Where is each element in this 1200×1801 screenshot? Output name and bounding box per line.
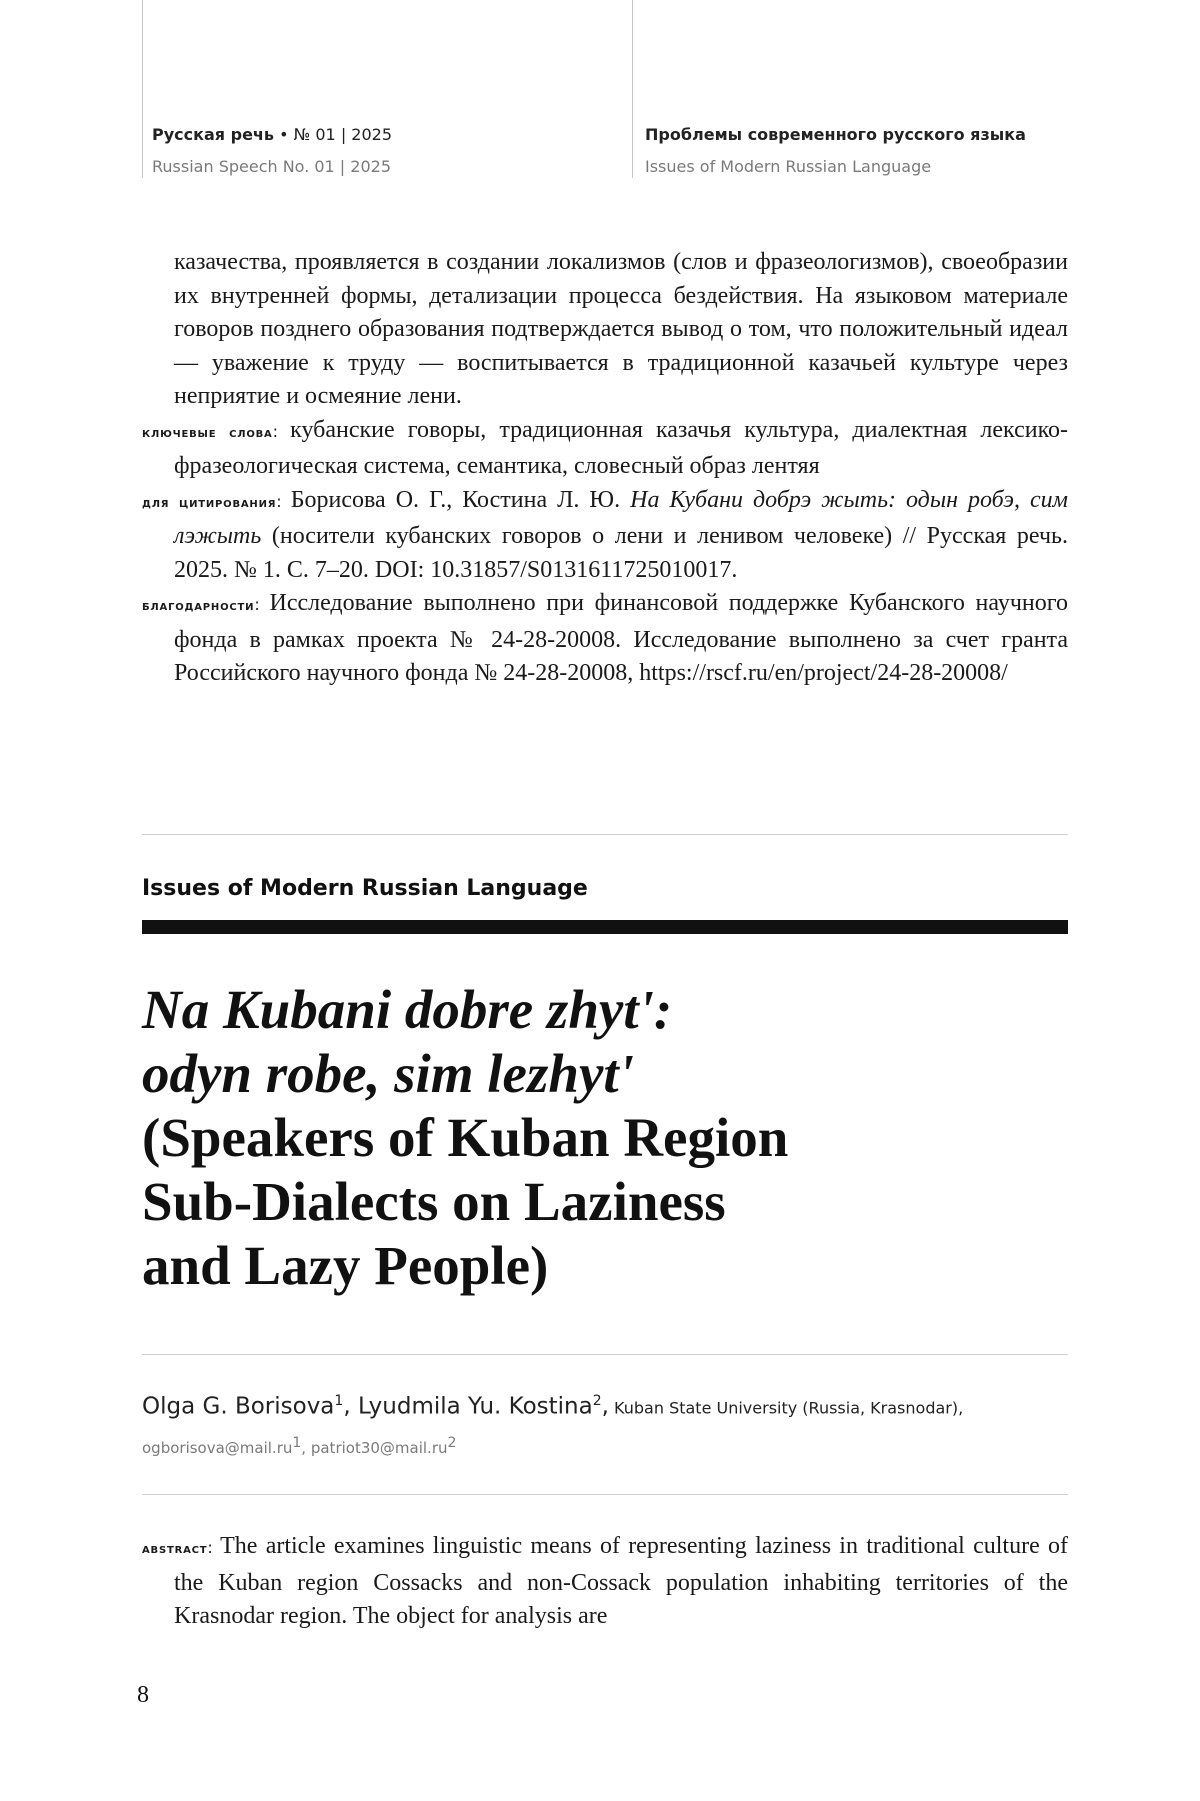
abstract-en-block xyxy=(142,1530,1068,1634)
journal-title-ru xyxy=(152,122,392,148)
email-2[interactable]: patriot30@mail.ru xyxy=(310,1438,448,1457)
title-line-3: (Speakers of Kuban Region xyxy=(142,1107,789,1168)
citation-title: На Кубани добрэ жыть: одын робэ, сим лэжыть xyxy=(174,486,1068,549)
acknowledgements-text: Исследование выполнено при финансовой поддержке Кубанского научного фонда в рамках проекта № 24-28-20008. Исследование выполнено за счет гранта Российского научного фонда № 24-28-20008, https://rscf.ru/en/project/24-28-20008/ xyxy=(174,590,1068,686)
author-1-sup: 1 xyxy=(334,1393,344,1409)
article-title-en xyxy=(142,978,1042,1298)
citation-ru: для цитирования: Борисова О. Г., Костина Л. Ю. На Кубани добрэ жыть: одын робэ, сим лэжыть (носители кубанских говоров о лени и ленивом человеке) // Русская речь. 2025. № 1. С. 7–20. DOI: 10.31857/S0131611725010017. xyxy=(142,486,1068,583)
acknowledgements-label: благодарности xyxy=(142,598,255,614)
author-1: Olga G. Borisova xyxy=(142,1393,335,1420)
divider-authors-top xyxy=(142,1354,1068,1355)
divider-top xyxy=(142,834,1068,835)
divider-authors-bottom xyxy=(142,1494,1068,1495)
citation-label: для цитирования xyxy=(142,494,277,511)
abstract-continuation: казачества, проявляется в создании локализмов (слов и фразеологизмов), своеобразии их внутренней формы, детализации процесса бездействия. На языковом материале говоров позднего образования подтверждается вывод о том, что положительный идеал — уважение к труду — воспитывается в традиционной казачьей культуре через неприятие и осмеяние лени. xyxy=(174,249,1068,409)
affiliation: Kuban State University (Russia, Krasnodar), xyxy=(608,1398,964,1418)
author-separator: , xyxy=(343,1393,358,1420)
header-bullet: • xyxy=(274,125,294,144)
page-number: 8 xyxy=(137,1682,149,1708)
keywords-ru: ключевые слова: кубанские говоры, традиционная казачья культура, диалектная лексико-фразеологическая система, семантика, словесный образ лентяя xyxy=(142,416,1068,479)
keywords-text: кубанские говоры, традиционная казачья культура, диалектная лексико-фразеологическая система, семантика, словесный образ лентяя xyxy=(174,416,1068,479)
section-rule xyxy=(142,920,1068,934)
section-name-ru-text: Проблемы современного русского языка xyxy=(645,125,1026,144)
authors-line: Olga G. Borisova$^1$, Lyudmila Yu. Kostina$^2$, Kuban State University (Russia, Krasnodar), xyxy=(142,1393,964,1420)
title-line-5: and Lazy People) xyxy=(142,1235,549,1296)
abstract-text: The article examines linguistic means of representing laziness in traditional culture of the Kuban region Cossacks and non-Cossack population inhabiting territories of the Krasnodar region. The object for analysis are xyxy=(174,1533,1068,1629)
section-title-en: Issues of Modern Russian Language xyxy=(142,876,588,901)
keywords-label: ключевые слова xyxy=(142,424,273,441)
abstract-label: abstract xyxy=(142,1541,208,1557)
section-name-ru xyxy=(645,122,1026,148)
author-2: Lyudmila Yu. Kostina xyxy=(357,1393,593,1420)
journal-name-ru: Русская речь xyxy=(152,125,275,144)
abstract-en: abstract: The article examines linguistic means of representing laziness in traditional culture of the Kuban region Cossacks and non-Cossack population inhabiting territories of the Krasnodar region. The object for analysis are xyxy=(142,1533,1068,1629)
email-separator: , xyxy=(301,1438,311,1457)
journal-title-en: Russian Speech No. 01 | 2025 xyxy=(152,157,391,176)
emails-line xyxy=(142,1426,1068,1465)
issue-ru: № 01 | 2025 xyxy=(293,125,393,144)
acknowledgements-ru: благодарности: Исследование выполнено при финансовой поддержке Кубанского научного фонда в рамках проекта № 24-28-20008. Исследование выполнено за счет гранта Российского научного фонда № 24-28-20008, https://rscf.ru/en/project/24-28-20008/ xyxy=(142,590,1068,686)
author-2-sup: 2 xyxy=(592,1393,602,1409)
citation-rest: (носители кубанских говоров о лени и ленивом человеке) // Русская речь. 2025. № 1. С. 7–20. DOI: 10.31857/S0131611725010017. xyxy=(174,523,1068,583)
title-line-2: odyn robe, sim lezhyt' xyxy=(142,1043,634,1104)
title-line-4: Sub-Dialects on Laziness xyxy=(142,1171,726,1232)
running-header-right xyxy=(645,122,1026,180)
email-1[interactable]: ogborisova@mail.ru xyxy=(142,1438,293,1457)
authors-block xyxy=(142,1384,1068,1465)
email-2-sup: 2 xyxy=(447,1434,457,1451)
header-divider-right xyxy=(632,0,633,178)
header-divider-left xyxy=(142,0,143,178)
citation-authors: Борисова О. Г., Костина Л. Ю. xyxy=(290,486,631,513)
title-line-1: Na Kubani dobre zhyt': xyxy=(142,979,673,1040)
russian-metadata-block xyxy=(142,246,1068,691)
running-header-left xyxy=(152,122,392,180)
section-name-en: Issues of Modern Russian Language xyxy=(645,157,932,176)
email-1-sup: 1 xyxy=(292,1434,302,1451)
